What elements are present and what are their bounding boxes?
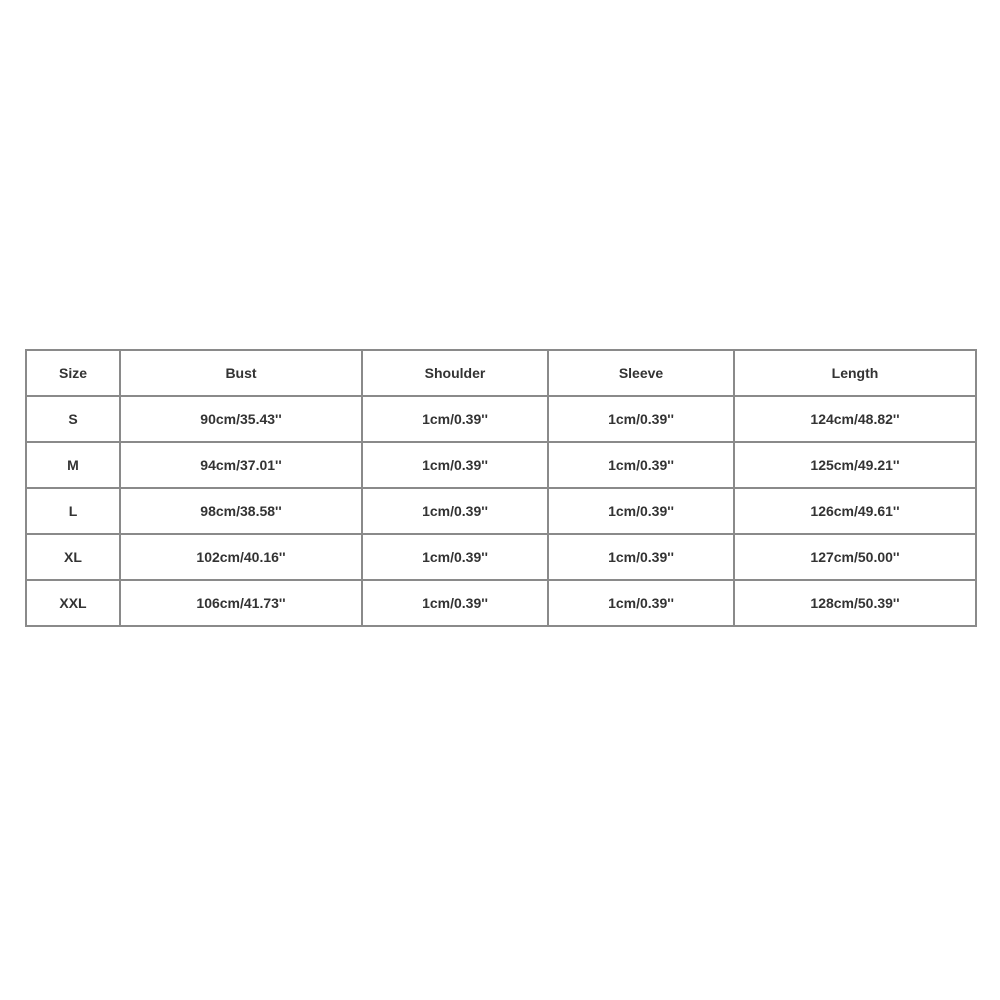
cell-shoulder: 1cm/0.39'' xyxy=(362,534,548,580)
header-shoulder: Shoulder xyxy=(362,350,548,396)
cell-shoulder: 1cm/0.39'' xyxy=(362,580,548,626)
table-row xyxy=(26,396,976,442)
cell-bust: 94cm/37.01'' xyxy=(120,442,362,488)
header-size: Size xyxy=(26,350,120,396)
cell-length: 124cm/48.82'' xyxy=(734,396,976,442)
cell-sleeve: 1cm/0.39'' xyxy=(548,534,734,580)
cell-length: 125cm/49.21'' xyxy=(734,442,976,488)
cell-size: S xyxy=(26,396,120,442)
cell-size: L xyxy=(26,488,120,534)
cell-sleeve: 1cm/0.39'' xyxy=(548,396,734,442)
table-row xyxy=(26,580,976,626)
header-bust: Bust xyxy=(120,350,362,396)
cell-bust: 106cm/41.73'' xyxy=(120,580,362,626)
cell-sleeve: 1cm/0.39'' xyxy=(548,580,734,626)
cell-bust: 102cm/40.16'' xyxy=(120,534,362,580)
table-row xyxy=(26,534,976,580)
cell-shoulder: 1cm/0.39'' xyxy=(362,488,548,534)
table-row xyxy=(26,442,976,488)
cell-sleeve: 1cm/0.39'' xyxy=(548,488,734,534)
cell-shoulder: 1cm/0.39'' xyxy=(362,442,548,488)
size-chart-table xyxy=(25,349,977,627)
cell-size: XL xyxy=(26,534,120,580)
header-length: Length xyxy=(734,350,976,396)
cell-length: 126cm/49.61'' xyxy=(734,488,976,534)
cell-bust: 90cm/35.43'' xyxy=(120,396,362,442)
cell-size: XXL xyxy=(26,580,120,626)
cell-shoulder: 1cm/0.39'' xyxy=(362,396,548,442)
cell-length: 128cm/50.39'' xyxy=(734,580,976,626)
cell-size: M xyxy=(26,442,120,488)
header-sleeve: Sleeve xyxy=(548,350,734,396)
table-header-row xyxy=(26,350,976,396)
cell-bust: 98cm/38.58'' xyxy=(120,488,362,534)
table-row xyxy=(26,488,976,534)
cell-sleeve: 1cm/0.39'' xyxy=(548,442,734,488)
cell-length: 127cm/50.00'' xyxy=(734,534,976,580)
